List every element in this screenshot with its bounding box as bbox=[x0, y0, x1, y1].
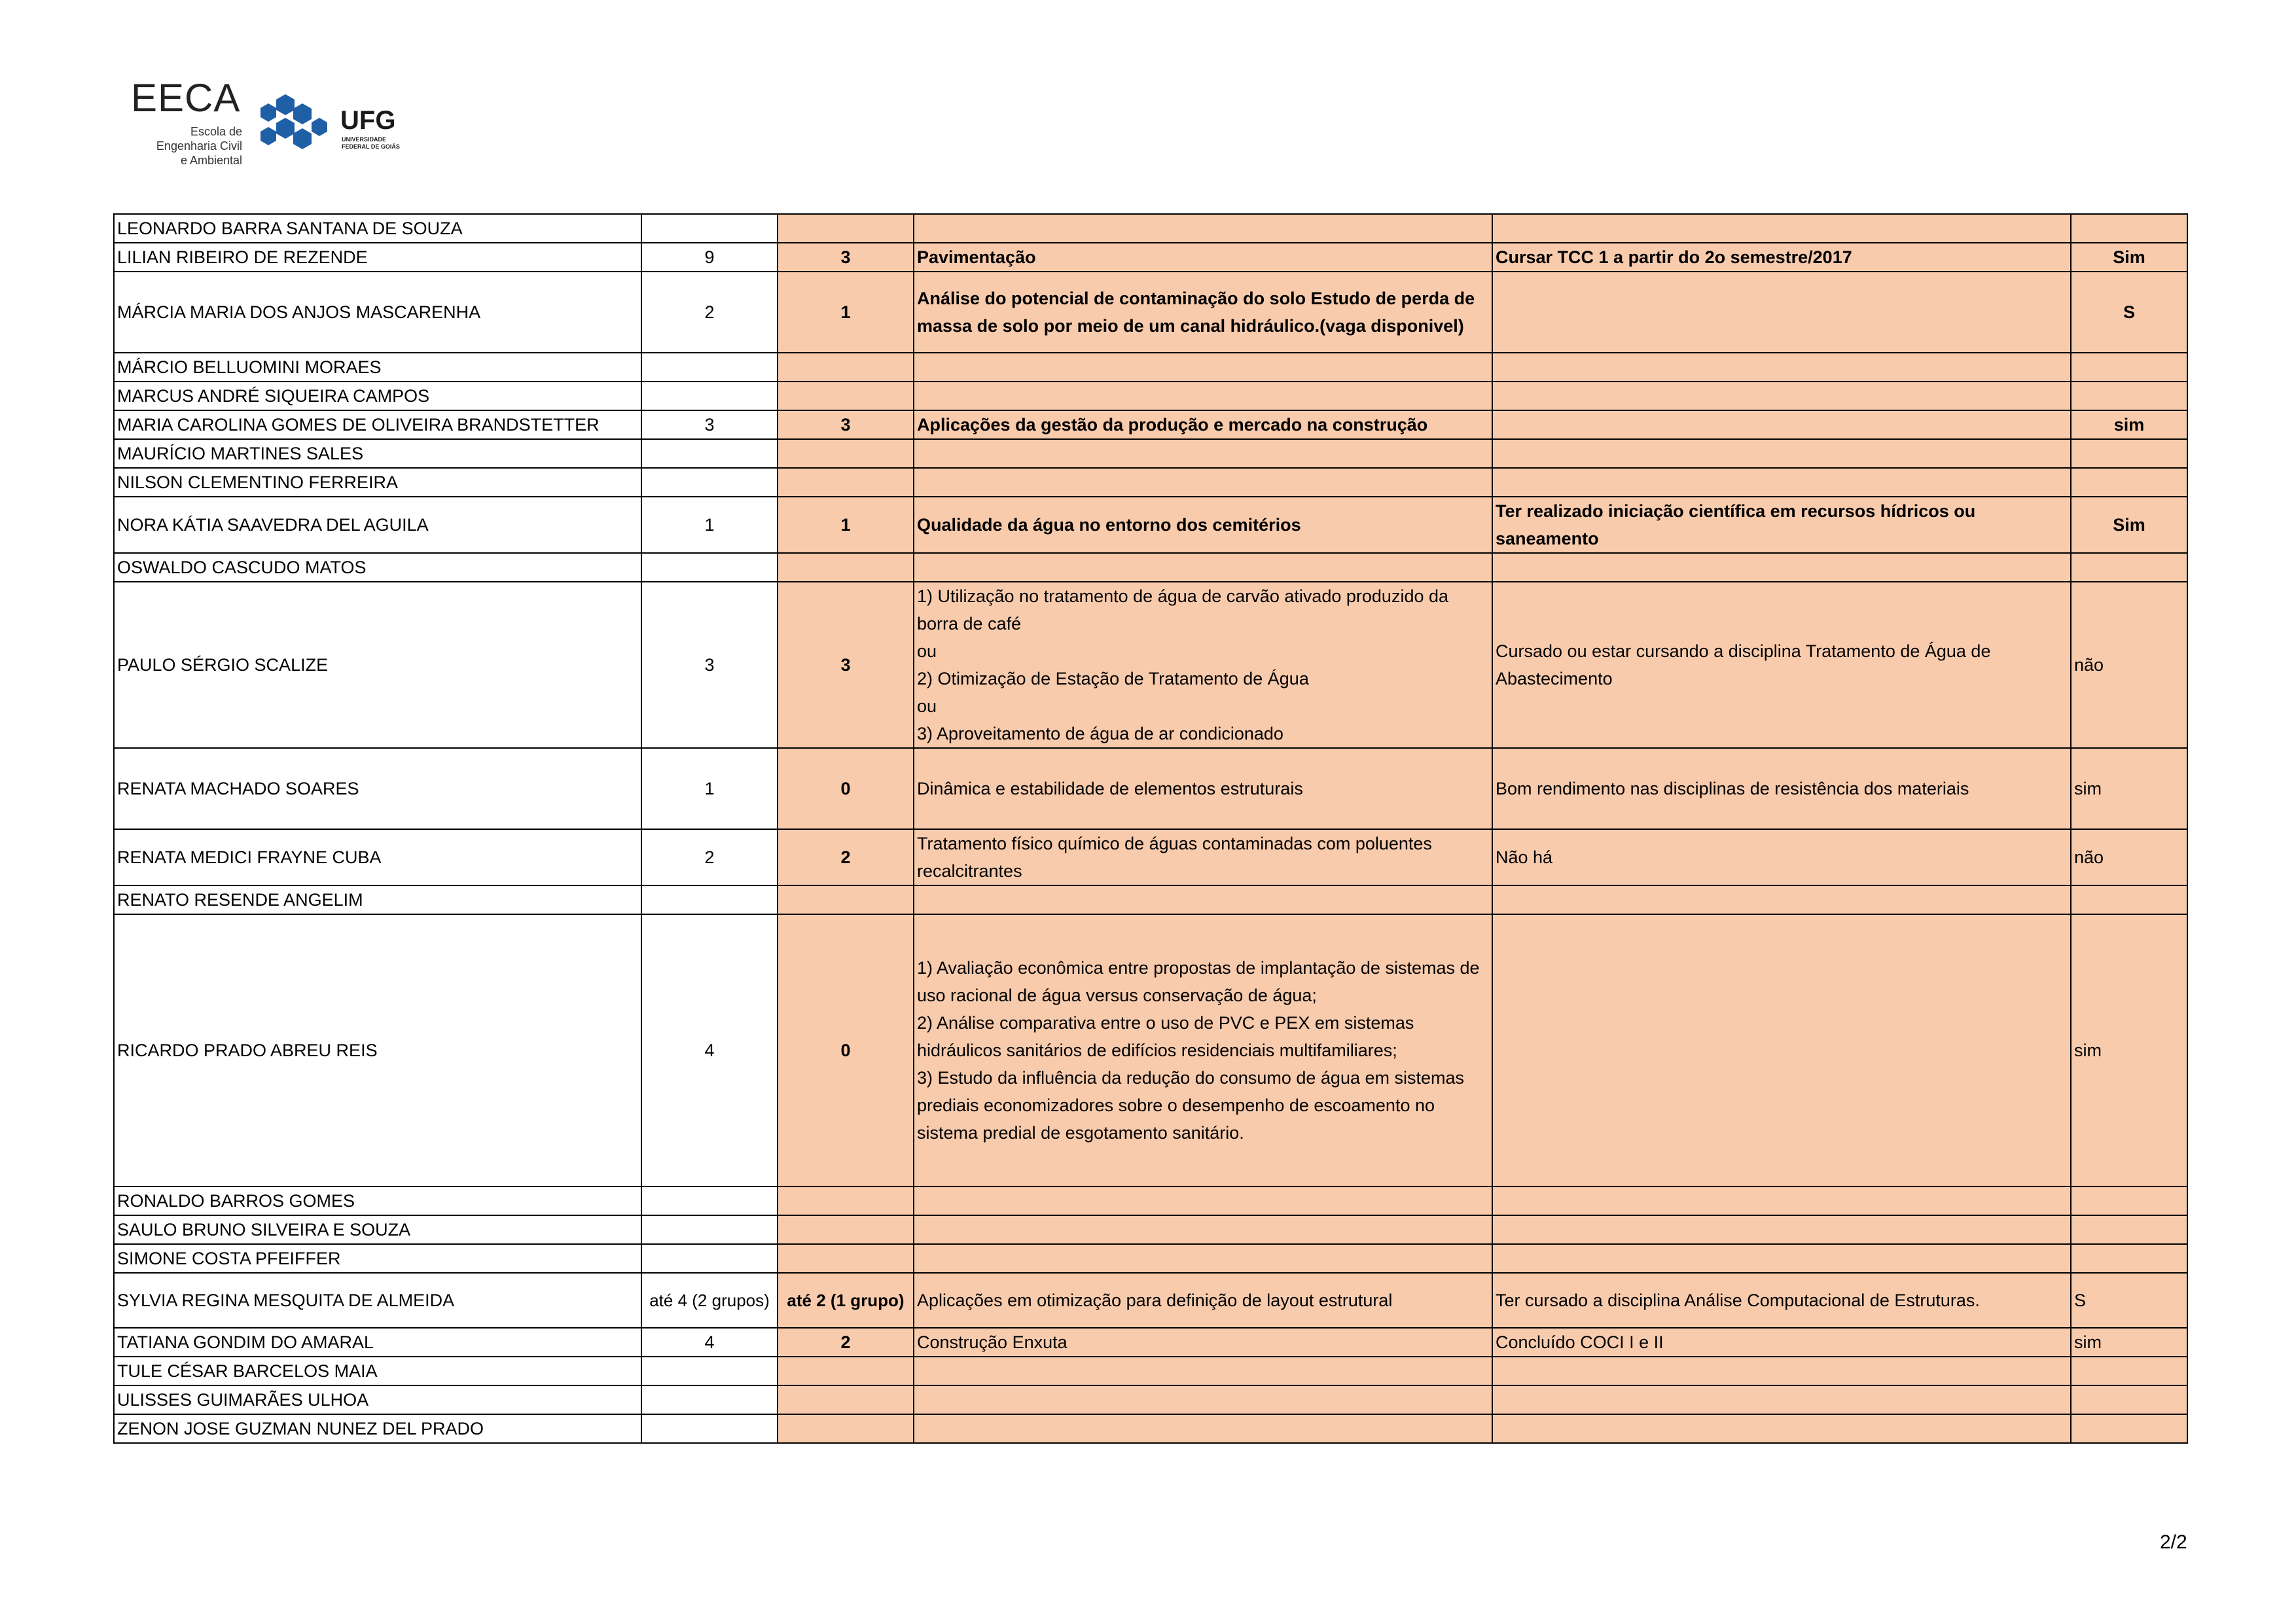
table-row bbox=[114, 1414, 2187, 1443]
table-row bbox=[114, 353, 2187, 382]
resposta-cell: sim bbox=[2071, 1328, 2187, 1357]
tema-cell bbox=[914, 885, 1492, 914]
vagas-cell: 2 bbox=[641, 272, 778, 353]
requisito-cell bbox=[1492, 1414, 2071, 1443]
disponiveis-cell: 2 bbox=[778, 1328, 914, 1357]
tema-cell bbox=[914, 1215, 1492, 1244]
disponiveis-cell bbox=[778, 1357, 914, 1385]
requisito-cell bbox=[1492, 553, 2071, 582]
professor-name: SIMONE COSTA PFEIFFER bbox=[114, 1244, 641, 1273]
table-row bbox=[114, 382, 2187, 410]
disponiveis-cell bbox=[778, 214, 914, 243]
professor-name: SAULO BRUNO SILVEIRA E SOUZA bbox=[114, 1215, 641, 1244]
resposta-cell bbox=[2071, 382, 2187, 410]
requisito-cell bbox=[1492, 1357, 2071, 1385]
vagas-cell bbox=[641, 1215, 778, 1244]
tema-cell: Construção Enxuta bbox=[914, 1328, 1492, 1357]
professor-name: RENATA MEDICI FRAYNE CUBA bbox=[114, 829, 641, 885]
table-row bbox=[114, 1186, 2187, 1215]
professor-name: RICARDO PRADO ABREU REIS bbox=[114, 914, 641, 1186]
table-row bbox=[114, 582, 2187, 748]
resposta-cell bbox=[2071, 1357, 2187, 1385]
vagas-cell bbox=[641, 1385, 778, 1414]
requisito-cell bbox=[1492, 1215, 2071, 1244]
disponiveis-cell: 0 bbox=[778, 748, 914, 829]
tema-cell: Aplicações da gestão da produção e mercado na construção bbox=[914, 410, 1492, 439]
table-row bbox=[114, 1273, 2187, 1328]
vagas-cell: até 4 (2 grupos) bbox=[641, 1273, 778, 1328]
vagas-cell: 3 bbox=[641, 582, 778, 748]
disponiveis-cell: 3 bbox=[778, 410, 914, 439]
tema-cell: 1) Avaliação econômica entre propostas de implantação de sistemas de uso racional de água versus conservação de água; 2) Análise comparativa entre o uso de PVC e PEX em sistemas hidráulicos sanitários de edifícios residenciais multifamiliares; 3) Estudo da influência da redução do consumo de água em sistemas prediais economizadores sobre o desempenho de escoamento no sistema predial de esgotamento sanitário. bbox=[914, 914, 1492, 1186]
eeca-logo-title: EECA bbox=[131, 76, 241, 120]
professor-name: TATIANA GONDIM DO AMARAL bbox=[114, 1328, 641, 1357]
disponiveis-cell bbox=[778, 382, 914, 410]
disponiveis-cell bbox=[778, 1215, 914, 1244]
professor-name: MARIA CAROLINA GOMES DE OLIVEIRA BRANDSTETTER bbox=[114, 410, 641, 439]
tema-cell: Aplicações em otimização para definição de layout estrutural bbox=[914, 1273, 1492, 1328]
resposta-cell: S bbox=[2071, 1273, 2187, 1328]
resposta-cell: sim bbox=[2071, 914, 2187, 1186]
professor-name: RENATA MACHADO SOARES bbox=[114, 748, 641, 829]
tema-cell bbox=[914, 353, 1492, 382]
vagas-cell bbox=[641, 1357, 778, 1385]
professor-name: ZENON JOSE GUZMAN NUNEZ DEL PRADO bbox=[114, 1414, 641, 1443]
tema-cell bbox=[914, 468, 1492, 497]
table-row bbox=[114, 243, 2187, 272]
ufg-hexagon-icon bbox=[249, 92, 334, 157]
vagas-cell bbox=[641, 439, 778, 468]
professor-name: LILIAN RIBEIRO DE REZENDE bbox=[114, 243, 641, 272]
vagas-cell bbox=[641, 1244, 778, 1273]
requisito-cell bbox=[1492, 382, 2071, 410]
resposta-cell bbox=[2071, 553, 2187, 582]
tema-cell bbox=[914, 439, 1492, 468]
disponiveis-cell bbox=[778, 1414, 914, 1443]
disponiveis-cell: 2 bbox=[778, 829, 914, 885]
requisito-cell: Não há bbox=[1492, 829, 2071, 885]
resposta-cell: não bbox=[2071, 829, 2187, 885]
resposta-cell: sim bbox=[2071, 748, 2187, 829]
table-row bbox=[114, 497, 2187, 553]
tema-cell: 1) Utilização no tratamento de água de carvão ativado produzido da borra de café ou 2) Otimização de Estação de Tratamento de Água ou 3) Aproveitamento de água de ar condicionado bbox=[914, 582, 1492, 748]
vagas-cell bbox=[641, 553, 778, 582]
professor-name: NILSON CLEMENTINO FERREIRA bbox=[114, 468, 641, 497]
table-row bbox=[114, 1244, 2187, 1273]
resposta-cell bbox=[2071, 1385, 2187, 1414]
requisito-cell bbox=[1492, 914, 2071, 1186]
vagas-cell bbox=[641, 885, 778, 914]
resposta-cell: não bbox=[2071, 582, 2187, 748]
table-row bbox=[114, 1328, 2187, 1357]
disponiveis-cell: 0 bbox=[778, 914, 914, 1186]
vagas-cell: 4 bbox=[641, 914, 778, 1186]
ufg-logo-title: UFG bbox=[340, 106, 396, 135]
table-row bbox=[114, 272, 2187, 353]
tema-cell bbox=[914, 214, 1492, 243]
table-row bbox=[114, 1357, 2187, 1385]
logo bbox=[131, 76, 406, 177]
table-row bbox=[114, 885, 2187, 914]
table-row bbox=[114, 468, 2187, 497]
professor-name: TULE CÉSAR BARCELOS MAIA bbox=[114, 1357, 641, 1385]
disponiveis-cell bbox=[778, 885, 914, 914]
requisito-cell: Ter realizado iniciação científica em recursos hídricos ou saneamento bbox=[1492, 497, 2071, 553]
resposta-cell bbox=[2071, 885, 2187, 914]
resposta-cell bbox=[2071, 214, 2187, 243]
vagas-cell bbox=[641, 353, 778, 382]
requisito-cell: Cursar TCC 1 a partir do 2o semestre/2017 bbox=[1492, 243, 2071, 272]
tema-cell bbox=[914, 1414, 1492, 1443]
vagas-cell: 4 bbox=[641, 1328, 778, 1357]
vagas-cell: 1 bbox=[641, 497, 778, 553]
table-row bbox=[114, 439, 2187, 468]
vagas-cell bbox=[641, 214, 778, 243]
vagas-cell: 3 bbox=[641, 410, 778, 439]
tema-cell: Tratamento físico químico de águas contaminadas com poluentes recalcitrantes bbox=[914, 829, 1492, 885]
professor-name: MÁRCIA MARIA DOS ANJOS MASCARENHA bbox=[114, 272, 641, 353]
resposta-cell bbox=[2071, 468, 2187, 497]
tema-cell bbox=[914, 382, 1492, 410]
table-row bbox=[114, 914, 2187, 1186]
professor-name: MÁRCIO BELLUOMINI MORAES bbox=[114, 353, 641, 382]
professor-name: ULISSES GUIMARÃES ULHOA bbox=[114, 1385, 641, 1414]
requisito-cell bbox=[1492, 214, 2071, 243]
resposta-cell bbox=[2071, 439, 2187, 468]
requisito-cell bbox=[1492, 272, 2071, 353]
ufg-logo-subtitle: UNIVERSIDADE FEDERAL DE GOIÁS bbox=[342, 136, 400, 150]
requisito-cell: Ter cursado a disciplina Análise Computacional de Estruturas. bbox=[1492, 1273, 2071, 1328]
disponiveis-cell: 3 bbox=[778, 243, 914, 272]
disponiveis-cell: até 2 (1 grupo) bbox=[778, 1273, 914, 1328]
disponiveis-cell bbox=[778, 1186, 914, 1215]
tema-cell: Pavimentação bbox=[914, 243, 1492, 272]
requisito-cell: Bom rendimento nas disciplinas de resistência dos materiais bbox=[1492, 748, 2071, 829]
requisito-cell bbox=[1492, 439, 2071, 468]
tema-cell bbox=[914, 553, 1492, 582]
table-row bbox=[114, 410, 2187, 439]
requisito-cell bbox=[1492, 410, 2071, 439]
resposta-cell bbox=[2071, 1215, 2187, 1244]
resposta-cell: S bbox=[2071, 272, 2187, 353]
requisito-cell: Cursado ou estar cursando a disciplina Tratamento de Água de Abastecimento bbox=[1492, 582, 2071, 748]
vagas-cell: 2 bbox=[641, 829, 778, 885]
disponiveis-cell: 1 bbox=[778, 272, 914, 353]
requisito-cell: Concluído COCI I e II bbox=[1492, 1328, 2071, 1357]
resposta-cell: Sim bbox=[2071, 243, 2187, 272]
table-row bbox=[114, 1215, 2187, 1244]
table-row bbox=[114, 748, 2187, 829]
requisito-cell bbox=[1492, 885, 2071, 914]
disponiveis-cell bbox=[778, 553, 914, 582]
disponiveis-cell bbox=[778, 439, 914, 468]
disponiveis-cell bbox=[778, 1244, 914, 1273]
table-row bbox=[114, 829, 2187, 885]
professor-name: RENATO RESENDE ANGELIM bbox=[114, 885, 641, 914]
disponiveis-cell bbox=[778, 468, 914, 497]
eeca-logo-subtitle: Escola de Engenharia Civil e Ambiental bbox=[156, 125, 242, 167]
professor-name: OSWALDO CASCUDO MATOS bbox=[114, 553, 641, 582]
professor-name: LEONARDO BARRA SANTANA DE SOUZA bbox=[114, 214, 641, 243]
requisito-cell bbox=[1492, 1186, 2071, 1215]
requisito-cell bbox=[1492, 353, 2071, 382]
resposta-cell bbox=[2071, 1414, 2187, 1443]
requisito-cell bbox=[1492, 468, 2071, 497]
tema-cell bbox=[914, 1385, 1492, 1414]
disponiveis-cell: 3 bbox=[778, 582, 914, 748]
resposta-cell bbox=[2071, 353, 2187, 382]
disponiveis-cell: 1 bbox=[778, 497, 914, 553]
tema-cell: Análise do potencial de contaminação do solo Estudo de perda de massa de solo por meio de um canal hidráulico.(vaga disponivel) bbox=[914, 272, 1492, 353]
vagas-cell bbox=[641, 1414, 778, 1443]
vagas-cell bbox=[641, 382, 778, 410]
tema-cell: Qualidade da água no entorno dos cemitérios bbox=[914, 497, 1492, 553]
tema-cell bbox=[914, 1186, 1492, 1215]
tema-cell: Dinâmica e estabilidade de elementos estruturais bbox=[914, 748, 1492, 829]
resposta-cell: Sim bbox=[2071, 497, 2187, 553]
tema-cell bbox=[914, 1357, 1492, 1385]
requisito-cell bbox=[1492, 1244, 2071, 1273]
vagas-cell bbox=[641, 468, 778, 497]
vagas-cell bbox=[641, 1186, 778, 1215]
requisito-cell bbox=[1492, 1385, 2071, 1414]
vagas-cell: 1 bbox=[641, 748, 778, 829]
resposta-cell bbox=[2071, 1244, 2187, 1273]
vagas-cell: 9 bbox=[641, 243, 778, 272]
table-row bbox=[114, 214, 2187, 243]
professor-name: SYLVIA REGINA MESQUITA DE ALMEIDA bbox=[114, 1273, 641, 1328]
disponiveis-cell bbox=[778, 1385, 914, 1414]
table-row bbox=[114, 553, 2187, 582]
page-number: 2/2 bbox=[2160, 1531, 2187, 1553]
resposta-cell: sim bbox=[2071, 410, 2187, 439]
disponiveis-cell bbox=[778, 353, 914, 382]
professor-name: RONALDO BARROS GOMES bbox=[114, 1186, 641, 1215]
advisors-table bbox=[113, 213, 2188, 1444]
resposta-cell bbox=[2071, 1186, 2187, 1215]
professor-name: MARCUS ANDRÉ SIQUEIRA CAMPOS bbox=[114, 382, 641, 410]
professor-name: MAURÍCIO MARTINES SALES bbox=[114, 439, 641, 468]
professor-name: NORA KÁTIA SAAVEDRA DEL AGUILA bbox=[114, 497, 641, 553]
tema-cell bbox=[914, 1244, 1492, 1273]
table-row bbox=[114, 1385, 2187, 1414]
professor-name: PAULO SÉRGIO SCALIZE bbox=[114, 582, 641, 748]
